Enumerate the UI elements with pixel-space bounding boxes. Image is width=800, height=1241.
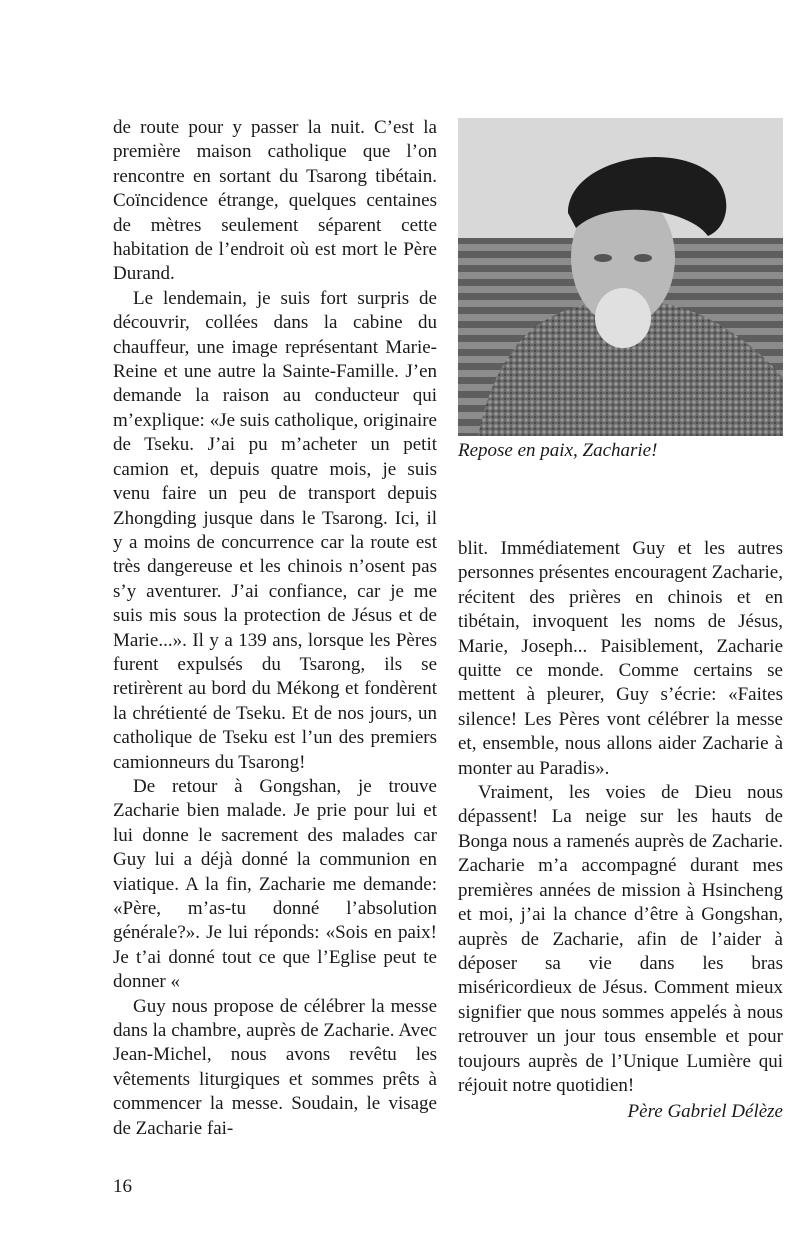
left-column (113, 116, 437, 1141)
portrait-photo (458, 118, 783, 436)
paragraph: de route pour y passer la nuit. C’est la première maison catholique que l’on rencontre en sortant du Tsarong tibétain. Coïncidence étrange, quelques centaines de mètres seulement séparent cette habitation de l’endroit où est mort le Père Durand. (113, 117, 437, 285)
page-number: 16 (113, 1176, 132, 1197)
paragraph: Guy nous propose de célébrer la messe dans la chambre, auprès de Zacharie. Avec Jean-Michel, nous avons revêtu les vêtements liturgiques et sommes prêts à commencer la messe. Soudain, le visage de Zacharie fai- (113, 995, 437, 1139)
right-column (458, 537, 783, 1125)
photo-caption: Repose en paix, Zacharie! (458, 440, 658, 461)
paragraph: De retour à Gongshan, je trouve Zacharie bien malade. Je prie pour lui et lui donne le sacrement des malades car Guy lui a déjà donné la communion en viatique. A la fin, Zacharie me demande: «Père, m’as-tu donné l’absolution générale?». Je lui réponds: «Sois en paix! Je t’ai donné tout ce que l’Eglise peut te donner « (113, 775, 437, 993)
paragraph: Le lendemain, je suis fort surpris de découvrir, collées dans la cabine du chauffeur, une image représentant Marie-Reine et une autre la Sainte-Famille. J’en demande la raison au conducteur qui m’explique: «Je suis catholique, originaire de Tseku. J’ai pu m’acheter un petit camion et, depuis quatre mois, je suis venu faire un peu de transport depuis Zhongding jusque dans le Tsarong. Ici, il y a moins de concurrence car la route est très dangereuse et les chinois n’osent pas s’y aventurer. J’ai confiance, car je me suis mis sous la protection de Jésus et de Marie...». Il y a 139 ans, lorsque les Pères furent expulsés du Tsarong, ils se retirèrent au bord du Mékong et fondèrent la chrétienté de Tseku. Et de nos jours, un catholique de Tseku est l’un des premiers camionneurs du Tsarong! (113, 287, 437, 773)
paragraph: Vraiment, les voies de Dieu nous dépassent! La neige sur les hauts de Bonga nous a ramenés auprès de Zacharie. Zacharie m’a accompagné durant mes premières années de mission à Hsincheng et moi, j’ai la chance d’être à Gongshan, auprès de Zacharie, afin de l’aider à déposer sa vie dans les bras miséricordieux de Jésus. Comment mieux signifier que nous sommes appelés à nous retrouver un jour tous ensemble et pour toujours auprès de l’Unique Lumière qui réjouit notre quotidien! (458, 782, 783, 1096)
author-signature: Père Gabriel Délèze (627, 1101, 783, 1123)
paragraph: blit. Immédiatement Guy et les autres personnes présentes encouragent Zacharie, récitent des prières en chinois et en tibétain, invoquent les noms de Jésus, Marie, Joseph... Paisiblement, Zacharie quitte ce monde. Comme certains se mettent à pleurer, Guy s’écrie: «Faites silence! Les Pères vont célébrer la messe et, ensemble, nous allons aider Zacharie à monter au Paradis». (458, 538, 783, 779)
